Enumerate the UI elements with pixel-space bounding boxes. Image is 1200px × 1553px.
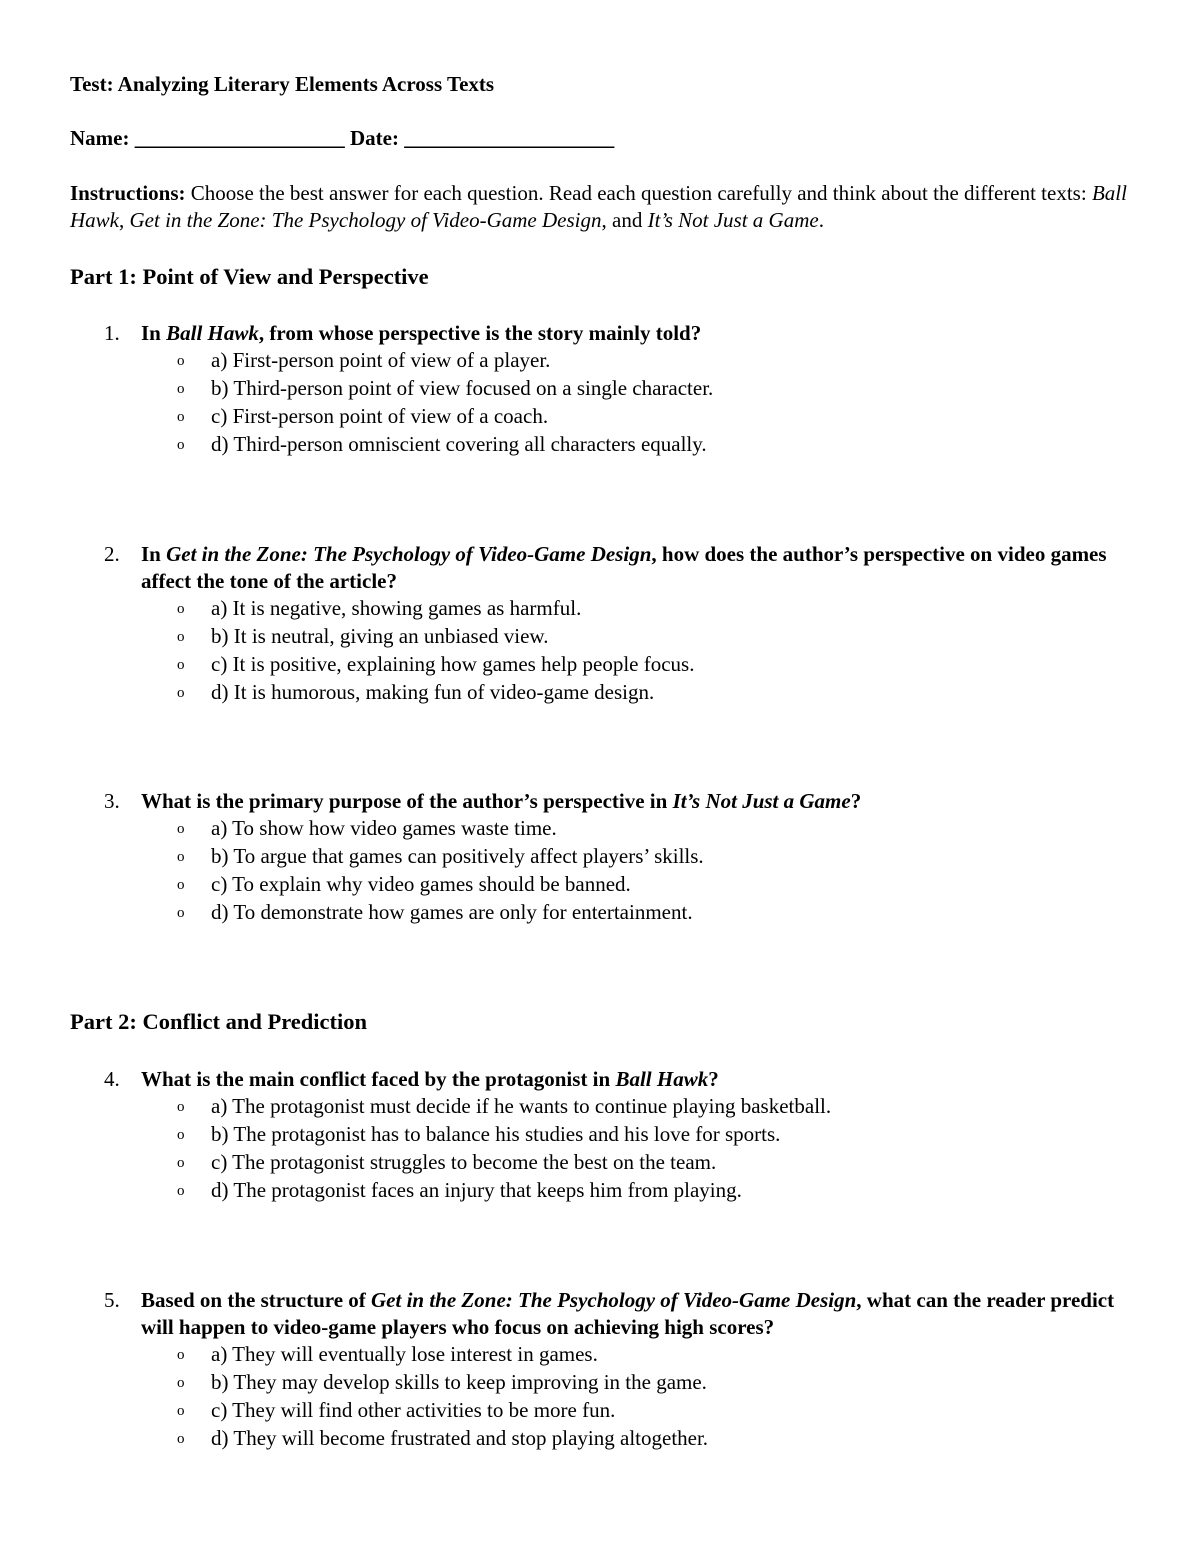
bullet-icon: o [177, 685, 185, 701]
part-2-heading: Part 2: Conflict and Prediction [70, 1009, 368, 1034]
question-text: In Ball Hawk, from whose perspective is the story mainly told? [141, 321, 702, 345]
answer-option-a[interactable]: o a) First-person point of view of a player. [0, 347, 1200, 374]
answer-option-b[interactable]: o b) They may develop skills to keep improving in the game. [0, 1369, 1200, 1396]
text-title: Get in the Zone: The Psychology of Video-Game Design [166, 542, 652, 566]
text-title: Ball Hawk [166, 321, 259, 345]
name-date-line: Name: ____________________ Date: ____________________ [70, 126, 615, 150]
answer-option-d[interactable]: o d) They will become frustrated and stop playing altogether. [0, 1425, 1200, 1452]
answer-option-c[interactable]: o c) They will find other activities to be more fun. [0, 1397, 1200, 1424]
question-text: In Get in the Zone: The Psychology of Video-Game Design, how does the author’s perspective on video games affect the tone of the article? [141, 542, 1107, 593]
bullet-icon: o [177, 905, 185, 921]
answer-option-c[interactable]: o c) The protagonist struggles to become the best on the team. [0, 1149, 1200, 1176]
answer-option-a[interactable]: o a) They will eventually lose interest in games. [0, 1341, 1200, 1368]
answer-option-d[interactable]: o d) Third-person omniscient covering all characters equally. [0, 431, 1200, 458]
question-number: 4. [104, 1067, 120, 1091]
bullet-icon: o [177, 1155, 185, 1171]
bullet-icon: o [177, 657, 185, 673]
bullet-icon: o [177, 877, 185, 893]
answer-option-b[interactable]: o b) The protagonist has to balance his studies and his love for sports. [0, 1121, 1200, 1148]
bullet-icon: o [177, 1403, 185, 1419]
question-number: 1. [104, 321, 120, 345]
bullet-icon: o [177, 353, 185, 369]
answer-option-c[interactable]: o c) It is positive, explaining how games help people focus. [0, 651, 1200, 678]
bullet-icon: o [177, 821, 185, 837]
question-text: Based on the structure of Get in the Zone: The Psychology of Video-Game Design, what can the reader predict will happen to video-game players who focus on achieving high scores? [141, 1288, 1115, 1339]
answer-option-b[interactable]: o b) To argue that games can positively affect players’ skills. [0, 843, 1200, 870]
bullet-icon: o [177, 1375, 185, 1391]
question-text: What is the main conflict faced by the protagonist in Ball Hawk? [141, 1067, 719, 1091]
page-title: Test: Analyzing Literary Elements Across Texts [70, 72, 495, 96]
bullet-icon: o [177, 1347, 185, 1363]
bullet-icon: o [177, 1183, 185, 1199]
bullet-icon: o [177, 437, 185, 453]
bullet-icon: o [177, 1099, 185, 1115]
bullet-icon: o [177, 1127, 185, 1143]
question-number: 2. [104, 542, 120, 566]
bullet-icon: o [177, 1431, 185, 1447]
answer-option-a[interactable]: o a) It is negative, showing games as harmful. [0, 595, 1200, 622]
question-number: 5. [104, 1288, 120, 1312]
answer-option-a[interactable]: o a) The protagonist must decide if he wants to continue playing basketball. [0, 1093, 1200, 1120]
instructions: Instructions: Choose the best answer for each question. Read each question carefully and think about the different texts: Ball Hawk, Get in the Zone: The Psychology of Video-Game Design, and It’s Not Just a Game. [70, 181, 1127, 232]
question-number: 3. [104, 789, 120, 813]
text-title: Ball Hawk [615, 1067, 709, 1091]
text-title-ball-hawk: Ball Hawk [70, 181, 1127, 232]
answer-option-a[interactable]: o a) To show how video games waste time. [0, 815, 1200, 842]
instructions-text: Choose the best answer for each question. Read each question carefully and think about the different texts: [185, 181, 1092, 205]
instructions-label: Instructions: [70, 181, 186, 205]
text-title: Get in the Zone: The Psychology of Video-Game Design [371, 1288, 857, 1312]
answer-option-b[interactable]: o b) Third-person point of view focused on a single character. [0, 375, 1200, 402]
answer-option-d[interactable]: o d) It is humorous, making fun of video-game design. [0, 679, 1200, 706]
bullet-icon: o [177, 601, 185, 617]
answer-option-d[interactable]: o d) The protagonist faces an injury that keeps him from playing. [0, 1177, 1200, 1204]
bullet-icon: o [177, 849, 185, 865]
bullet-icon: o [177, 381, 185, 397]
text-title-its-not-just-a-game: It’s Not Just a Game [647, 208, 819, 232]
answer-option-c[interactable]: o c) To explain why video games should be banned. [0, 871, 1200, 898]
part-1-heading: Part 1: Point of View and Perspective [70, 264, 429, 289]
answer-option-b[interactable]: o b) It is neutral, giving an unbiased view. [0, 623, 1200, 650]
question-text: What is the primary purpose of the author’s perspective in It’s Not Just a Game? [141, 789, 862, 813]
bullet-icon: o [177, 409, 185, 425]
answer-option-d[interactable]: o d) To demonstrate how games are only for entertainment. [0, 899, 1200, 926]
text-title: It’s Not Just a Game [672, 789, 851, 813]
answer-option-c[interactable]: o c) First-person point of view of a coach. [0, 403, 1200, 430]
text-title-get-in-the-zone: Get in the Zone: The Psychology of Video-Game Design [129, 208, 602, 232]
bullet-icon: o [177, 629, 185, 645]
